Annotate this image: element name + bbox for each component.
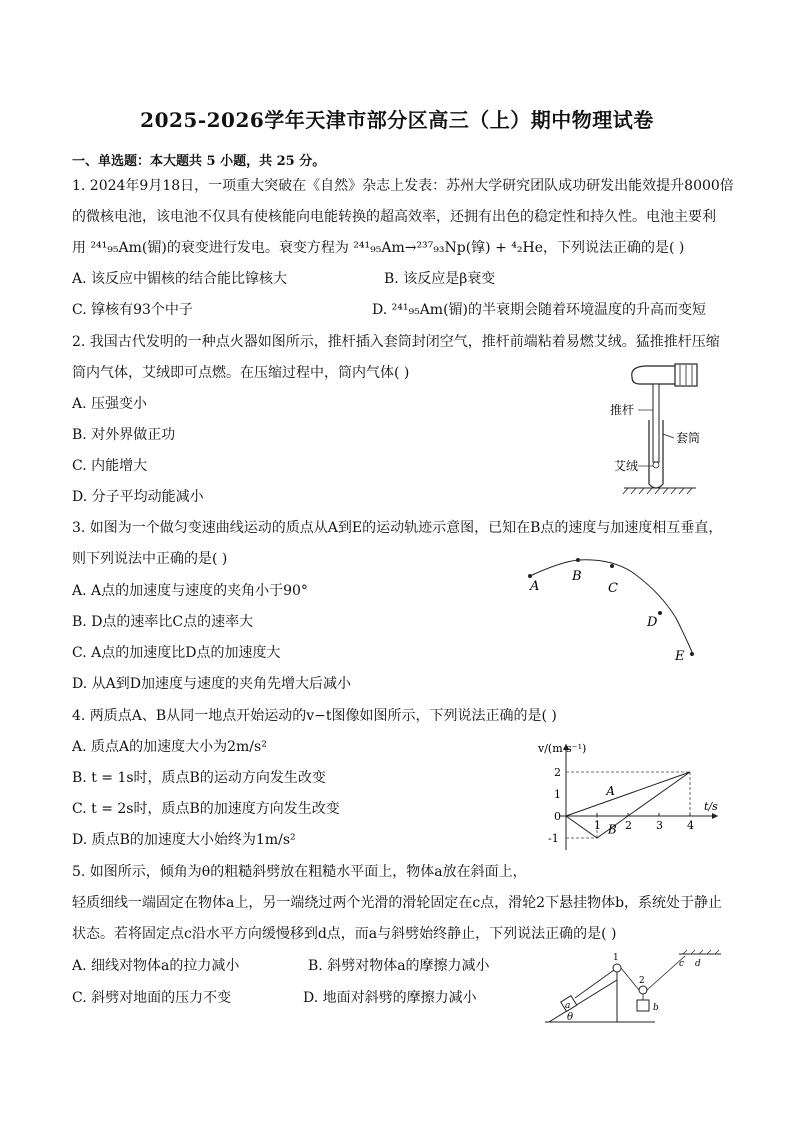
x-tick-label-3: 3: [656, 819, 663, 832]
q1-line-3: 用 ²⁴¹₉₅Am(镅)的衰变进行发电。衰变方程为 ²⁴¹₉₅Am→²³⁷₉₃Np(镎) + ⁴₂He，下列说法正确的是( ): [72, 240, 685, 256]
point-d-dot: [658, 611, 662, 615]
q2-option-a[interactable]: A. 压强变小: [72, 396, 148, 412]
q1-option-a[interactable]: A. 该反应中镅核的结合能比镎核大: [72, 271, 288, 287]
q3-option-b[interactable]: B. D点的速率比C点的速率大: [72, 614, 254, 630]
theta-label: θ: [567, 1012, 574, 1023]
fire-piston-figure: [600, 362, 720, 497]
q1-option-c[interactable]: C. 镎核有93个中子: [72, 302, 193, 318]
q1-option-b[interactable]: B. 该反应是β衰变: [384, 271, 496, 287]
q3-line-1: 3. 如图为一个做匀变速曲线运动的质点从A到E的运动轨迹示意图，已知在B点的速度与加速度相互垂直，: [72, 520, 723, 536]
point-e-label: E: [675, 649, 685, 664]
q4-line-1: 4. 两质点A、B从同一地点开始运动的v−t图像如图所示，下列说法正确的是( ): [72, 708, 557, 724]
point-e-dot: [690, 652, 694, 656]
q5-line-1: 5. 如图所示，倾角为θ的粗糙斜劈放在粗糙水平面上，物体a放在斜面上，: [72, 864, 527, 880]
series-label-A: A: [606, 784, 615, 799]
tube-label: 套筒: [676, 431, 701, 445]
q1-line-2: 的微核电池，该电池不仅具有使核能向电能转换的超高效率，还拥有出色的稳定性和持久性。电池主要利: [72, 209, 716, 225]
x-tick-label-2: 2: [625, 819, 632, 832]
x-tick-label-4: 4: [687, 819, 694, 832]
pulley-2-label: 2: [639, 976, 645, 986]
series-label-B: B: [607, 822, 617, 837]
y-tick-label-0: 0: [554, 810, 561, 823]
point-b-dot: [576, 558, 580, 562]
q2-line-1: 2. 我国古代发明的一种点火器如图所示，推杆插入套筒封闭空气，推杆前端粘着易燃艾绒。猛推推杆压缩: [72, 334, 720, 350]
q4-option-c[interactable]: C. t = 2s时，质点B的加速度方向发生改变: [72, 801, 340, 817]
rod-shape: [653, 384, 659, 462]
trajectory-figure: [520, 554, 700, 664]
block-b-label: b: [653, 1003, 659, 1013]
block-a-label: a: [565, 1001, 571, 1011]
point-d-label: d: [695, 959, 701, 969]
rod-label: 推杆: [610, 403, 635, 417]
point-c-label: C: [608, 581, 618, 596]
x-axis-label: t/s: [704, 800, 718, 813]
series-line-A: [566, 772, 690, 816]
point-a-label: A: [530, 579, 540, 594]
hand-shape: [632, 366, 680, 384]
page-title: 2025-2026学年天津市部分区高三（上）期中物理试卷: [140, 108, 654, 132]
trajectory-curve: [530, 560, 692, 652]
q5-option-d[interactable]: D. 地面对斜劈的摩擦力减小: [303, 990, 477, 1006]
q2-option-c[interactable]: C. 内能增大: [72, 458, 148, 474]
q2-option-b[interactable]: B. 对外界做正功: [72, 427, 176, 443]
q2-option-d[interactable]: D. 分子平均动能减小: [72, 489, 204, 505]
vt-chart: [530, 738, 730, 863]
pulley-2: [639, 986, 647, 994]
q5-line-2: 轻质细线一端固定在物体a上，另一端绕过两个光滑的滑轮固定在c点，滑轮2下悬挂物体b，系统处于静止: [72, 895, 723, 911]
incline-shape: [549, 980, 617, 1022]
q4-option-d[interactable]: D. 质点B的加速度大小始终为1m/s²: [72, 832, 296, 848]
point-b-label: B: [572, 569, 582, 584]
q3-option-a[interactable]: A. A点的加速度与速度的夹角小于90°: [72, 583, 308, 599]
q4-option-b[interactable]: B. t = 1s时，质点B的运动方向发生改变: [72, 770, 326, 786]
q5-option-b[interactable]: B. 斜劈对物体a的摩擦力减小: [308, 958, 490, 974]
q1-line-1: 1. 2024年9月18日，一项重大突破在《自然》杂志上发表：苏州大学研究团队成功研发出能效提升8000倍: [72, 178, 734, 194]
point-a-dot: [528, 574, 532, 578]
block-b: [637, 1000, 649, 1011]
q5-option-a[interactable]: A. 细线对物体a的拉力减小: [72, 958, 240, 974]
x-axis-arrow: [712, 813, 718, 819]
y-axis-label: v/(m·s⁻¹): [538, 742, 587, 755]
x-tick-label-1: 1: [594, 819, 601, 832]
point-c-label: c: [679, 959, 685, 969]
y-tick-label-2: 2: [554, 766, 561, 779]
q3-option-d[interactable]: D. 从A到D加速度与速度的夹角先增大后减小: [72, 676, 351, 692]
q3-option-c[interactable]: C. A点的加速度比D点的加速度大: [72, 645, 281, 661]
q5-line-3: 状态。若将固定点c沿水平方向缓慢移到d点，而a与斜劈始终静止，下列说法正确的是( ): [72, 926, 617, 942]
point-d-label: D: [647, 615, 658, 630]
pulley-1-label: 1: [613, 953, 619, 963]
q2-line-2: 筒内气体，艾绒即可点燃。在压缩过程中，筒内气体( ): [72, 365, 410, 381]
point-c-dot: [610, 564, 614, 568]
y-tick-label-1: 1: [554, 788, 561, 801]
q5-option-c[interactable]: C. 斜劈对地面的压力不变: [72, 990, 232, 1006]
q1-option-d[interactable]: D. ²⁴¹₉₅Am(镅)的半衰期会随着环境温度的升高而变短: [372, 302, 706, 318]
section-heading: 一、单选题：本大题共 5 小题，共 25 分。: [72, 154, 326, 169]
q4-option-a[interactable]: A. 质点A的加速度大小为2m/s²: [72, 739, 267, 755]
fiber-label: 艾绒: [614, 459, 639, 473]
y-tick-label--1: -1: [548, 832, 559, 845]
pulley-1: [613, 964, 621, 972]
pulley-figure: [545, 950, 725, 1025]
q3-line-2: 则下列说法中正确的是( ): [72, 551, 228, 567]
